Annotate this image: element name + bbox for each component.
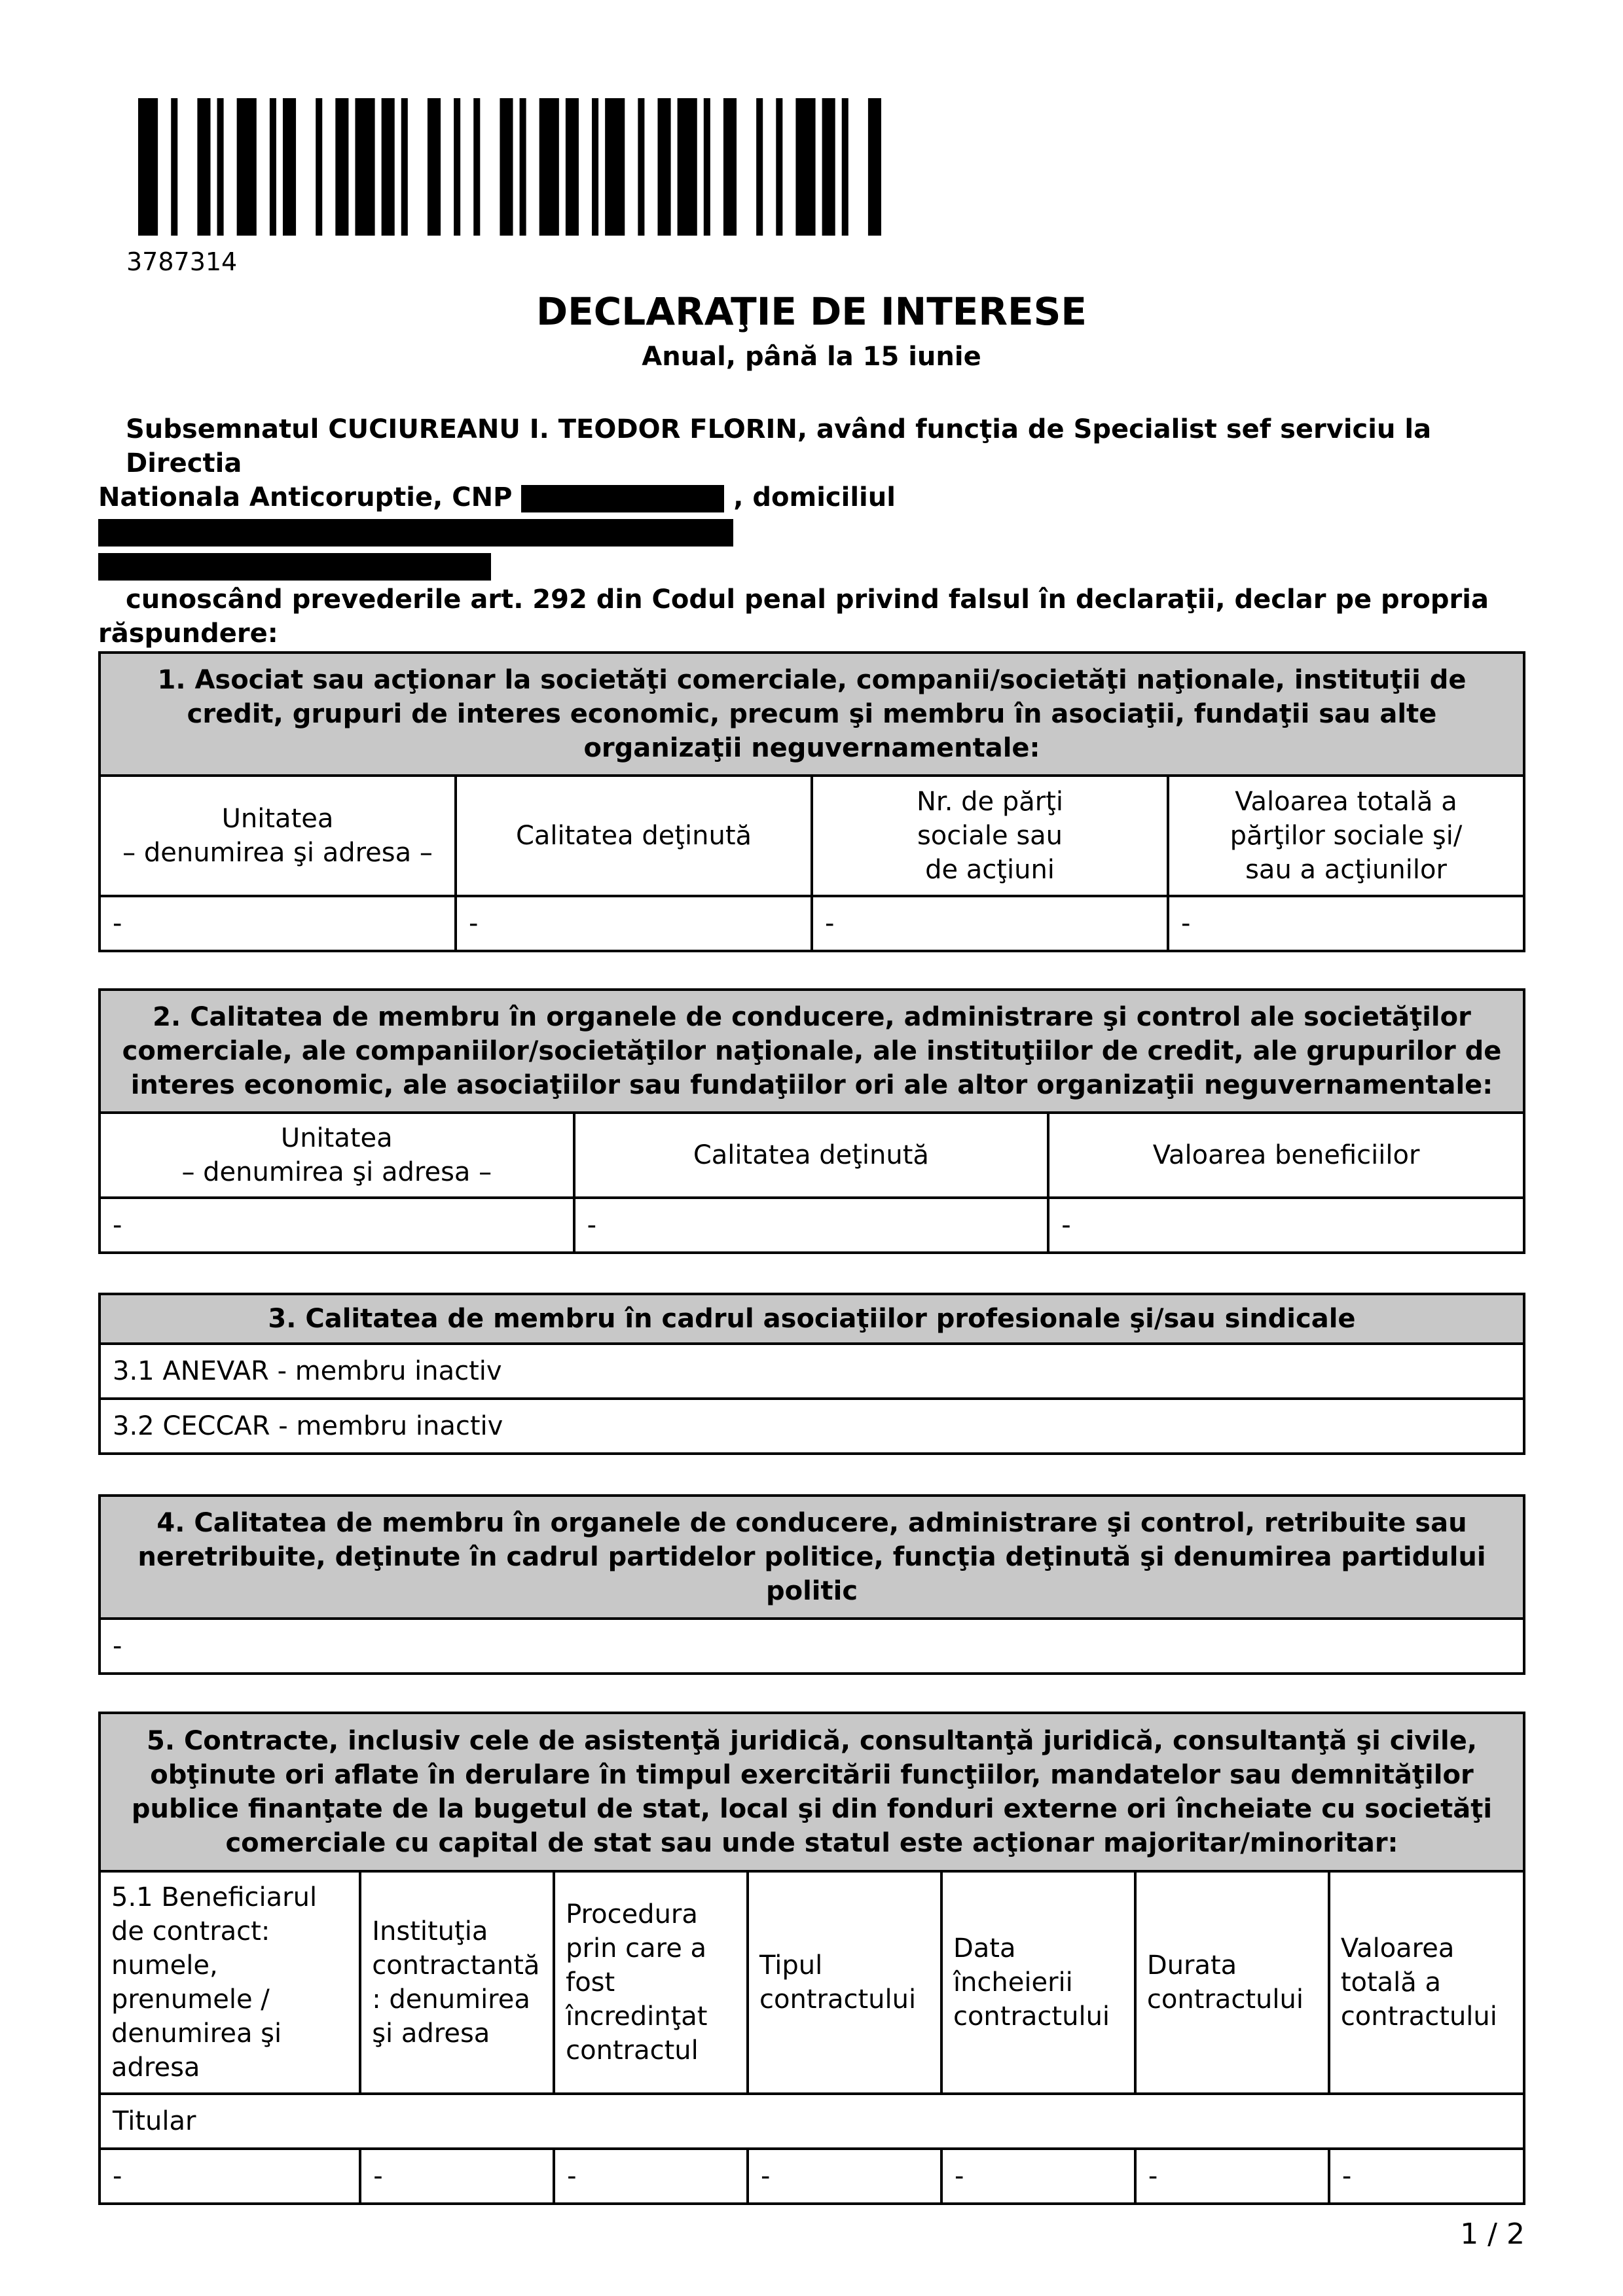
section-5-heading: 5. Contracte, inclusiv cele de asistenţă juridică, consultanţă juridică, consultanţă şi civile, obţinute ori aflate în derulare în timpul exercitării funcţiilor, mandatelor sau demnităţilor publice finanţate de la bugetul de stat, local şi din fonduri externe ori încheiate cu societăţi comerciale cu capital de stat sau unde statul este acţionar majoritar/minoritar:: [100, 1713, 1524, 1871]
intro-cnp-label: Nationala Anticoruptie, CNP: [98, 482, 513, 512]
table-cell: -: [1048, 1198, 1524, 1253]
table-cell: -: [812, 896, 1168, 951]
column-header-contract-type: Tipul contractului: [748, 1871, 941, 2094]
column-header-beneficiary: 5.1 Beneficiarul de contract: numele, prenumele / denumirea şi adresa: [100, 1871, 360, 2094]
table-cell: -: [456, 896, 812, 951]
section-3-heading: 3. Calitatea de membru în cadrul asociaţiilor profesionale şi/sau sindicale: [100, 1294, 1524, 1344]
table-cell: -: [941, 2149, 1135, 2204]
section-4-table: [98, 1494, 1525, 1675]
column-header-contract-duration: Durata contractului: [1135, 1871, 1329, 2094]
intro-line-5: răspundere:: [98, 619, 278, 649]
table-cell: -: [100, 1198, 574, 1253]
column-header-contract-date: Data încheierii contractului: [941, 1871, 1135, 2094]
table-cell: -: [748, 2149, 941, 2204]
table-cell: -: [554, 2149, 748, 2204]
column-header-capacity: Calitatea deţinută: [574, 1113, 1049, 1198]
column-header-procedure: Procedura prin care a fost încredinţat contractul: [554, 1871, 748, 2094]
table-cell: -: [100, 896, 456, 951]
section-4-heading: 4. Calitatea de membru în organele de conducere, administrare şi control, retribuite sau neretribuite, deţinute în cadrul partidelor politice, funcţia deţinută şi denumirea partidului politic: [100, 1496, 1524, 1619]
intro-line-1: Subsemnatul CUCIUREANU I. TEODOR FLORIN, având funcţia de Specialist sef serviciu la Directia: [126, 414, 1432, 478]
column-header-unit: Unitatea – denumirea şi adresa –: [100, 1113, 574, 1198]
redacted-address-continued: [98, 553, 491, 581]
table-cell: -: [100, 1619, 1524, 1674]
redacted-cnp: [521, 485, 724, 512]
redacted-address: [98, 519, 733, 547]
table-cell: -: [360, 2149, 554, 2204]
barcode: [138, 98, 881, 236]
table-cell: -: [100, 2149, 360, 2204]
table-row: 3.2 CECCAR - membru inactiv: [100, 1399, 1524, 1454]
column-header-shares-count: Nr. de părţi sociale sau de acţiuni: [812, 776, 1168, 896]
document-id: 3787314: [126, 247, 238, 276]
table-cell: -: [1329, 2149, 1524, 2204]
intro-statement: [98, 412, 1525, 651]
page-number: 1 / 2: [1460, 2217, 1525, 2251]
intro-line-2: [98, 480, 1525, 548]
page-subtitle: Anual, până la 15 iunie: [642, 342, 981, 372]
section-1-heading: 1. Asociat sau acţionar la societăţi comerciale, companii/societăţi naţionale, instituţii de credit, grupuri de interes economic, precum şi membru în asociaţii, fundaţii sau alte organizaţii neguvernamentale:: [100, 653, 1524, 776]
intro-line-4: cunoscând prevederile art. 292 din Codul penal privind falsul în declaraţii, declar pe propria: [126, 584, 1489, 615]
column-header-capacity: Calitatea deţinută: [456, 776, 812, 896]
column-header-unit: Unitatea – denumirea şi adresa –: [100, 776, 456, 896]
section-5-table: [98, 1712, 1525, 2205]
group-label-titular: Titular: [100, 2094, 1524, 2149]
column-header-benefits-value: Valoarea beneficiilor: [1048, 1113, 1524, 1198]
section-2-table: [98, 988, 1525, 1254]
table-cell: -: [1135, 2149, 1329, 2204]
section-1-table: [98, 651, 1525, 952]
table-cell: -: [574, 1198, 1049, 1253]
column-header-shares-value: Valoarea totală a părţilor sociale şi/ sau a acţiunilor: [1168, 776, 1524, 896]
page-title: DECLARAŢIE DE INTERESE: [536, 289, 1087, 334]
section-3-table: [98, 1293, 1525, 1455]
intro-line-3: [98, 548, 1525, 583]
table-cell: -: [1168, 896, 1524, 951]
table-row: 3.1 ANEVAR - membru inactiv: [100, 1344, 1524, 1399]
column-header-contracting-institution: Instituţia contractantă : denumirea şi adresa: [360, 1871, 554, 2094]
column-header-contract-value: Valoarea totală a contractului: [1329, 1871, 1524, 2094]
intro-domicile-label: , domiciliul: [733, 482, 896, 512]
section-2-heading: 2. Calitatea de membru în organele de conducere, administrare şi control ale societăţilor comerciale, ale companiilor/societăţilor naţionale, ale instituţiilor de credit, ale grupurilor de interes economic, ale asociaţiilor sau fundaţiilor ori ale altor organizaţii neguvernamentale:: [100, 990, 1524, 1113]
